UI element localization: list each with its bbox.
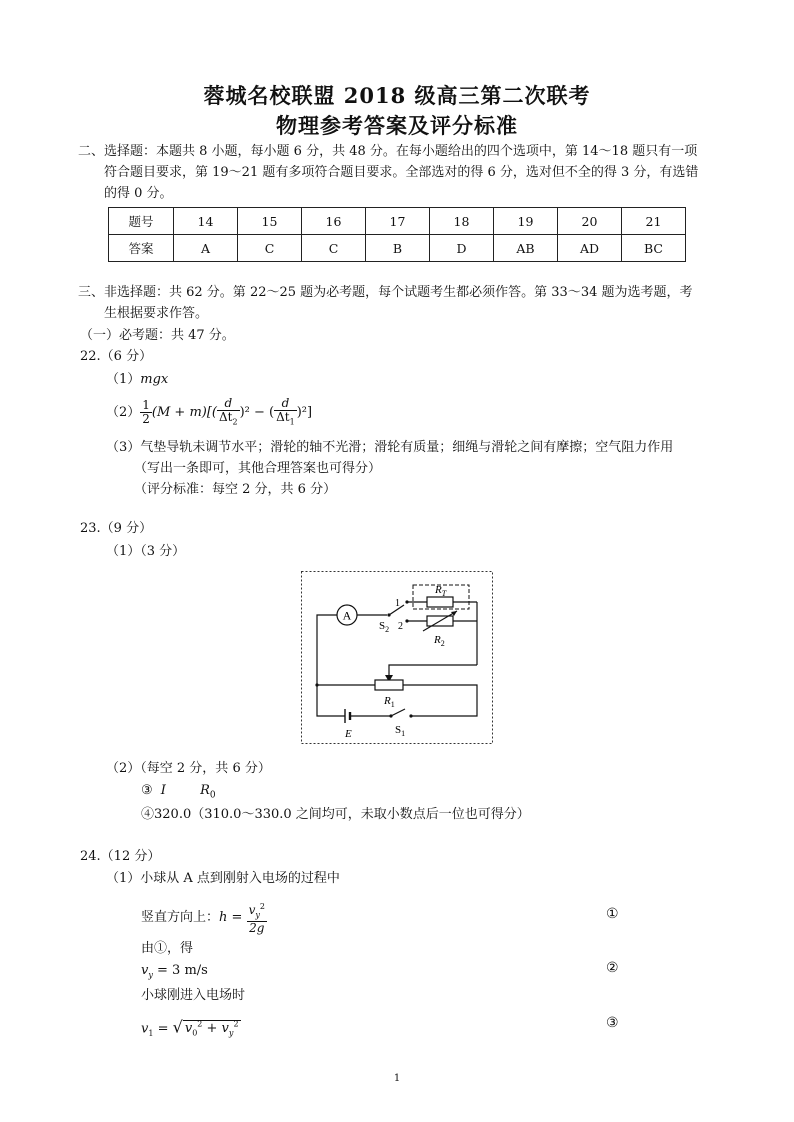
answer-label: （1） <box>106 372 141 387</box>
wire-left <box>317 615 345 716</box>
equation-mark-2: ② <box>606 960 619 976</box>
table-cell: 答案 <box>109 235 174 262</box>
resistor-r1 <box>375 680 403 690</box>
q22-answer2: （2） $\frac{1}{2}$ (M + m)[( $\frac{d}{\Delta t_2}$ )² − ( $\frac{d}{\Delta t_1}$ )²] <box>106 396 313 427</box>
answer-table <box>108 207 686 262</box>
table-cell: A <box>174 235 238 262</box>
page-number: 1 <box>393 1073 401 1084</box>
document-title: 蓉城名校联盟 2018 级高三第二次联考 <box>203 83 591 108</box>
rt-label: $R_T$ <box>435 584 447 598</box>
battery-label: E <box>345 728 352 740</box>
equation-mark-3: ③ <box>606 1015 619 1031</box>
resistor-rt <box>427 597 453 607</box>
fraction-d-dt1: $\frac{d}{\Delta t_1}$ <box>276 396 295 427</box>
q24-equation2: $v_y = 3$ m/s <box>141 963 208 980</box>
answer-label: （2） <box>106 405 141 421</box>
pos2-label: 2 <box>398 621 403 632</box>
q23-item3: ③ I $R_0$ <box>141 783 216 801</box>
pos1-label: 1 <box>395 598 400 609</box>
table-cell: B <box>366 235 430 262</box>
ammeter-label: A <box>342 608 352 623</box>
r2-label: $R_2$ <box>434 634 445 648</box>
q24-equation3: $v_1$ = √ $v_0^2 + v_y^2$ <box>141 1017 239 1038</box>
section2-line2: 符合题目要求，第 19～21 题有多项符合题目要求。全部选对的得 6 分，选对但不全的得 3 分，有选错 <box>104 165 699 180</box>
section3-line2: 生根据要求作答。 <box>104 306 209 321</box>
circuit-diagram <box>301 571 493 744</box>
table-cell: 14 <box>174 208 238 235</box>
equation-mark-1: ① <box>606 906 619 922</box>
fraction-vy2-2g: $\frac{v_y^2}{2g}$ <box>248 902 265 936</box>
s1-label: $S_1$ <box>395 724 406 738</box>
q23-part1: （1）（3 分） <box>106 544 186 559</box>
table-row <box>109 235 686 262</box>
q24-equation1: 竖直方向上：h = $\frac{v_y^2}{2g}$ <box>141 902 265 936</box>
answer-label: （3） <box>106 440 141 455</box>
table-cell: 18 <box>430 208 494 235</box>
q23-part2: （2）（每空 2 分，共 6 分） <box>106 761 271 776</box>
sqrt-content: $v_0^2 + v_y^2$ <box>184 1020 239 1038</box>
wire-slider <box>389 665 477 677</box>
table-cell: AB <box>494 235 558 262</box>
q24-part1: （1）小球从 A 点到刚射入电场的过程中 <box>106 871 340 886</box>
q22-header: 22.（6 分） <box>80 349 153 364</box>
switch-s1-blade <box>391 709 405 716</box>
table-cell: C <box>238 235 302 262</box>
section2-line1: 二、选择题：本题共 8 小题，每小题 6 分，共 48 分。在每小题给出的四个选项中，第 14～18 题只有一项 <box>78 144 698 159</box>
q22-answer3 <box>106 437 673 458</box>
q22-note: （写出一条即可，其他合理答案也可得分） <box>134 461 382 476</box>
q24-from1: 由①，得 <box>141 941 194 956</box>
q24-enter-text: 小球刚进入电场时 <box>141 988 246 1003</box>
q22-scoring: （评分标准：每空 2 分，共 6 分） <box>134 482 337 497</box>
answer-text: 气垫导轨未调节水平；滑轮的轴不光滑；滑轮有质量；细绳与滑轮之间有摩擦；空气阻力作用 <box>140 440 674 455</box>
table-cell: 15 <box>238 208 302 235</box>
sqrt-icon: √ <box>172 1017 183 1037</box>
q22-answer1 <box>106 369 168 390</box>
table-cell: 16 <box>302 208 366 235</box>
section3-part1: （一）必考题：共 47 分。 <box>80 328 235 343</box>
table-cell: 20 <box>558 208 622 235</box>
table-cell: 21 <box>622 208 686 235</box>
table-cell: AD <box>558 235 622 262</box>
section2-line3: 的得 0 分。 <box>104 186 173 201</box>
table-cell: 17 <box>366 208 430 235</box>
table-cell: C <box>302 235 366 262</box>
table-cell: D <box>430 235 494 262</box>
s2-label: $S_2$ <box>379 620 390 634</box>
q24-header: 24.（12 分） <box>80 849 161 864</box>
section3-line1: 三、非选择题：共 62 分。第 22～25 题为必考题，每个试题考生都必须作答。第 33～34 题为选考题，考 <box>78 285 693 300</box>
table-row <box>109 208 686 235</box>
r1-label: $R_1$ <box>384 695 395 709</box>
q23-item4: ④320.0（310.0～330.0 之间均可，未取小数点后一位也可得分） <box>141 807 530 822</box>
fraction-d-dt2: $\frac{d}{\Delta t_2}$ <box>219 396 238 427</box>
document-subtitle: 物理参考答案及评分标准 <box>276 113 518 138</box>
fraction-half: $\frac{1}{2}$ <box>142 398 150 427</box>
q23-header: 23.（9 分） <box>80 521 153 536</box>
table-cell: BC <box>622 235 686 262</box>
table-cell: 题号 <box>109 208 174 235</box>
answer-value: mgx <box>140 372 169 387</box>
table-cell: 19 <box>494 208 558 235</box>
